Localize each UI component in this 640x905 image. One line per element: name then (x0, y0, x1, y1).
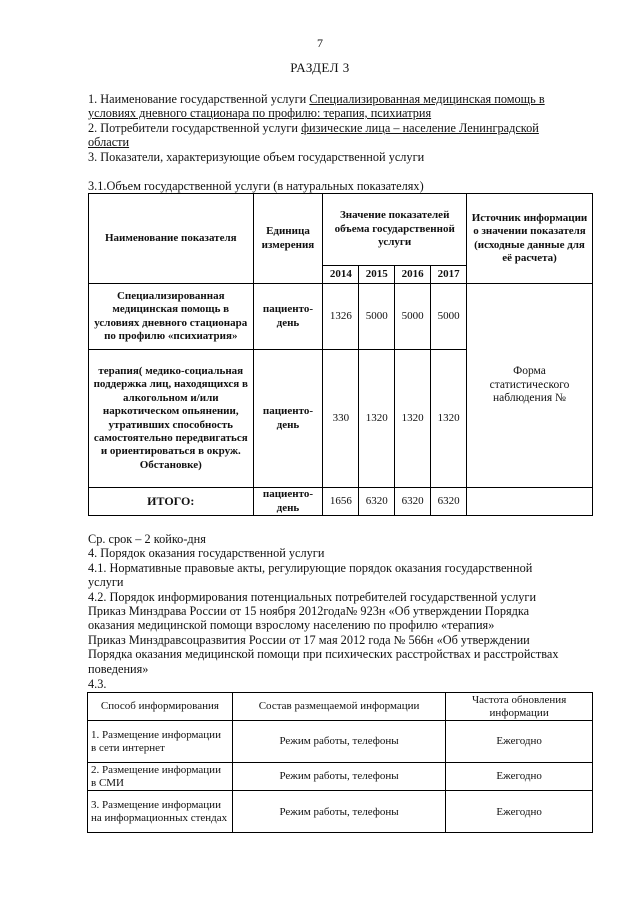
row-unit: пациенто-день (253, 284, 323, 350)
frequency-cell: Ежегодно (446, 721, 593, 763)
header-value: Значение показателей объема государственной услуги (323, 194, 467, 266)
table-row (88, 791, 593, 833)
header-method: Способ информирования (88, 693, 233, 721)
item-4: 4. Порядок оказания государственной услуги (88, 546, 325, 560)
order-2-line-1: Приказ Минздравсоцразвития России от 17 мая 2012 года № 566н «Об утверждении (88, 633, 530, 647)
content-cell: Режим работы, телефоны (232, 763, 445, 791)
row-unit: пациенто-день (253, 350, 323, 488)
header-year: 2016 (395, 266, 431, 284)
page-number: 7 (317, 36, 323, 50)
total-source-empty (467, 488, 593, 516)
total-row (89, 488, 593, 516)
row-value: 5000 (431, 284, 467, 350)
table-row (88, 763, 593, 791)
row-value: 330 (323, 350, 359, 488)
table1-caption: 3.1.Объем государственной услуги (в натуральных показателях) (88, 179, 424, 193)
method-cell: 2. Размещение информации в СМИ (88, 763, 233, 791)
header-year: 2015 (359, 266, 395, 284)
header-year: 2014 (323, 266, 359, 284)
order-1-line-1: Приказ Минздрава России от 15 ноября 2012года№ 923н «Об утверждении Порядка (88, 604, 530, 618)
item-2-label: 2. Потребители государственной услуги (88, 121, 302, 135)
frequency-cell: Ежегодно (446, 791, 593, 833)
row-value: 1320 (395, 350, 431, 488)
item-4-1-line-1: 4.1. Нормативные правовые акты, регулирующие порядок оказания государственной (88, 561, 533, 575)
volume-table (88, 193, 593, 516)
section-title: РАЗДЕЛ 3 (290, 60, 350, 75)
header-source: Источник информации о значении показателя (исходные данные для её расчета) (467, 194, 593, 284)
item-4-3: 4.3. (88, 677, 107, 691)
method-cell: 3. Размещение информации на информационных стендах (88, 791, 233, 833)
item-1-line-1 (88, 92, 545, 107)
total-unit: пациенто-день (253, 488, 323, 516)
total-label: ИТОГО: (89, 488, 254, 516)
service-name-part-2: условиях дневного стационара по профилю: терапия, психиатрия (88, 106, 432, 120)
total-value: 6320 (431, 488, 467, 516)
row-value: 1326 (323, 284, 359, 350)
order-1-line-2: оказания медицинской помощи взрослому населению по профилю «терапия» (88, 618, 495, 632)
header-unit: Единица измерения (253, 194, 323, 284)
method-cell: 1. Размещение информации в сети интернет (88, 721, 233, 763)
consumers-part-2: области (88, 135, 130, 149)
header-indicator-name: Наименование показателя (89, 194, 254, 284)
item-4-1-line-2: услуги (88, 575, 124, 589)
table-row (88, 721, 593, 763)
order-2-line-3: поведения» (88, 662, 149, 676)
header-frequency: Частота обновления информации (446, 693, 593, 721)
item-3: 3. Показатели, характеризующие объем государственной услуги (88, 150, 425, 164)
table-row (89, 284, 593, 350)
order-2-line-2: Порядка оказания медицинской помощи при психических расстройствах и расстройствах (88, 647, 559, 661)
item-4-2: 4.2. Порядок информирования потенциальных потребителей государственной услуги (88, 590, 537, 604)
consumers-part-1: физические лица – население Ленинградской (301, 121, 539, 135)
row-value: 5000 (359, 284, 395, 350)
total-value: 6320 (395, 488, 431, 516)
row-value: 5000 (395, 284, 431, 350)
content-cell: Режим работы, телефоны (232, 791, 445, 833)
row-name: Специализированная медицинская помощь в условиях дневного стационара по профилю «психиатрия» (89, 284, 254, 350)
header-content: Состав размещаемой информации (232, 693, 445, 721)
total-value: 1656 (323, 488, 359, 516)
source-cell: Форма статистического наблюдения № (467, 284, 593, 488)
row-name: терапия( медико-социальная поддержка лиц, находящихся в алкогольном и/или наркотическом опьянении, утративших способность самостоятельно передвигаться и ориентироваться в окруж. Обстановке) (89, 350, 254, 488)
frequency-cell: Ежегодно (446, 763, 593, 791)
item-1-label: 1. Наименование государственной услуги (88, 92, 310, 106)
item-2-line-1 (88, 121, 539, 136)
information-table (87, 692, 593, 833)
total-value: 6320 (359, 488, 395, 516)
header-year: 2017 (431, 266, 467, 284)
avg-term: Ср. срок – 2 койко-дня (88, 532, 206, 546)
row-value: 1320 (359, 350, 395, 488)
content-cell: Режим работы, телефоны (232, 721, 445, 763)
row-value: 1320 (431, 350, 467, 488)
service-name-part-1: Специализированная медицинская помощь в (309, 92, 545, 106)
